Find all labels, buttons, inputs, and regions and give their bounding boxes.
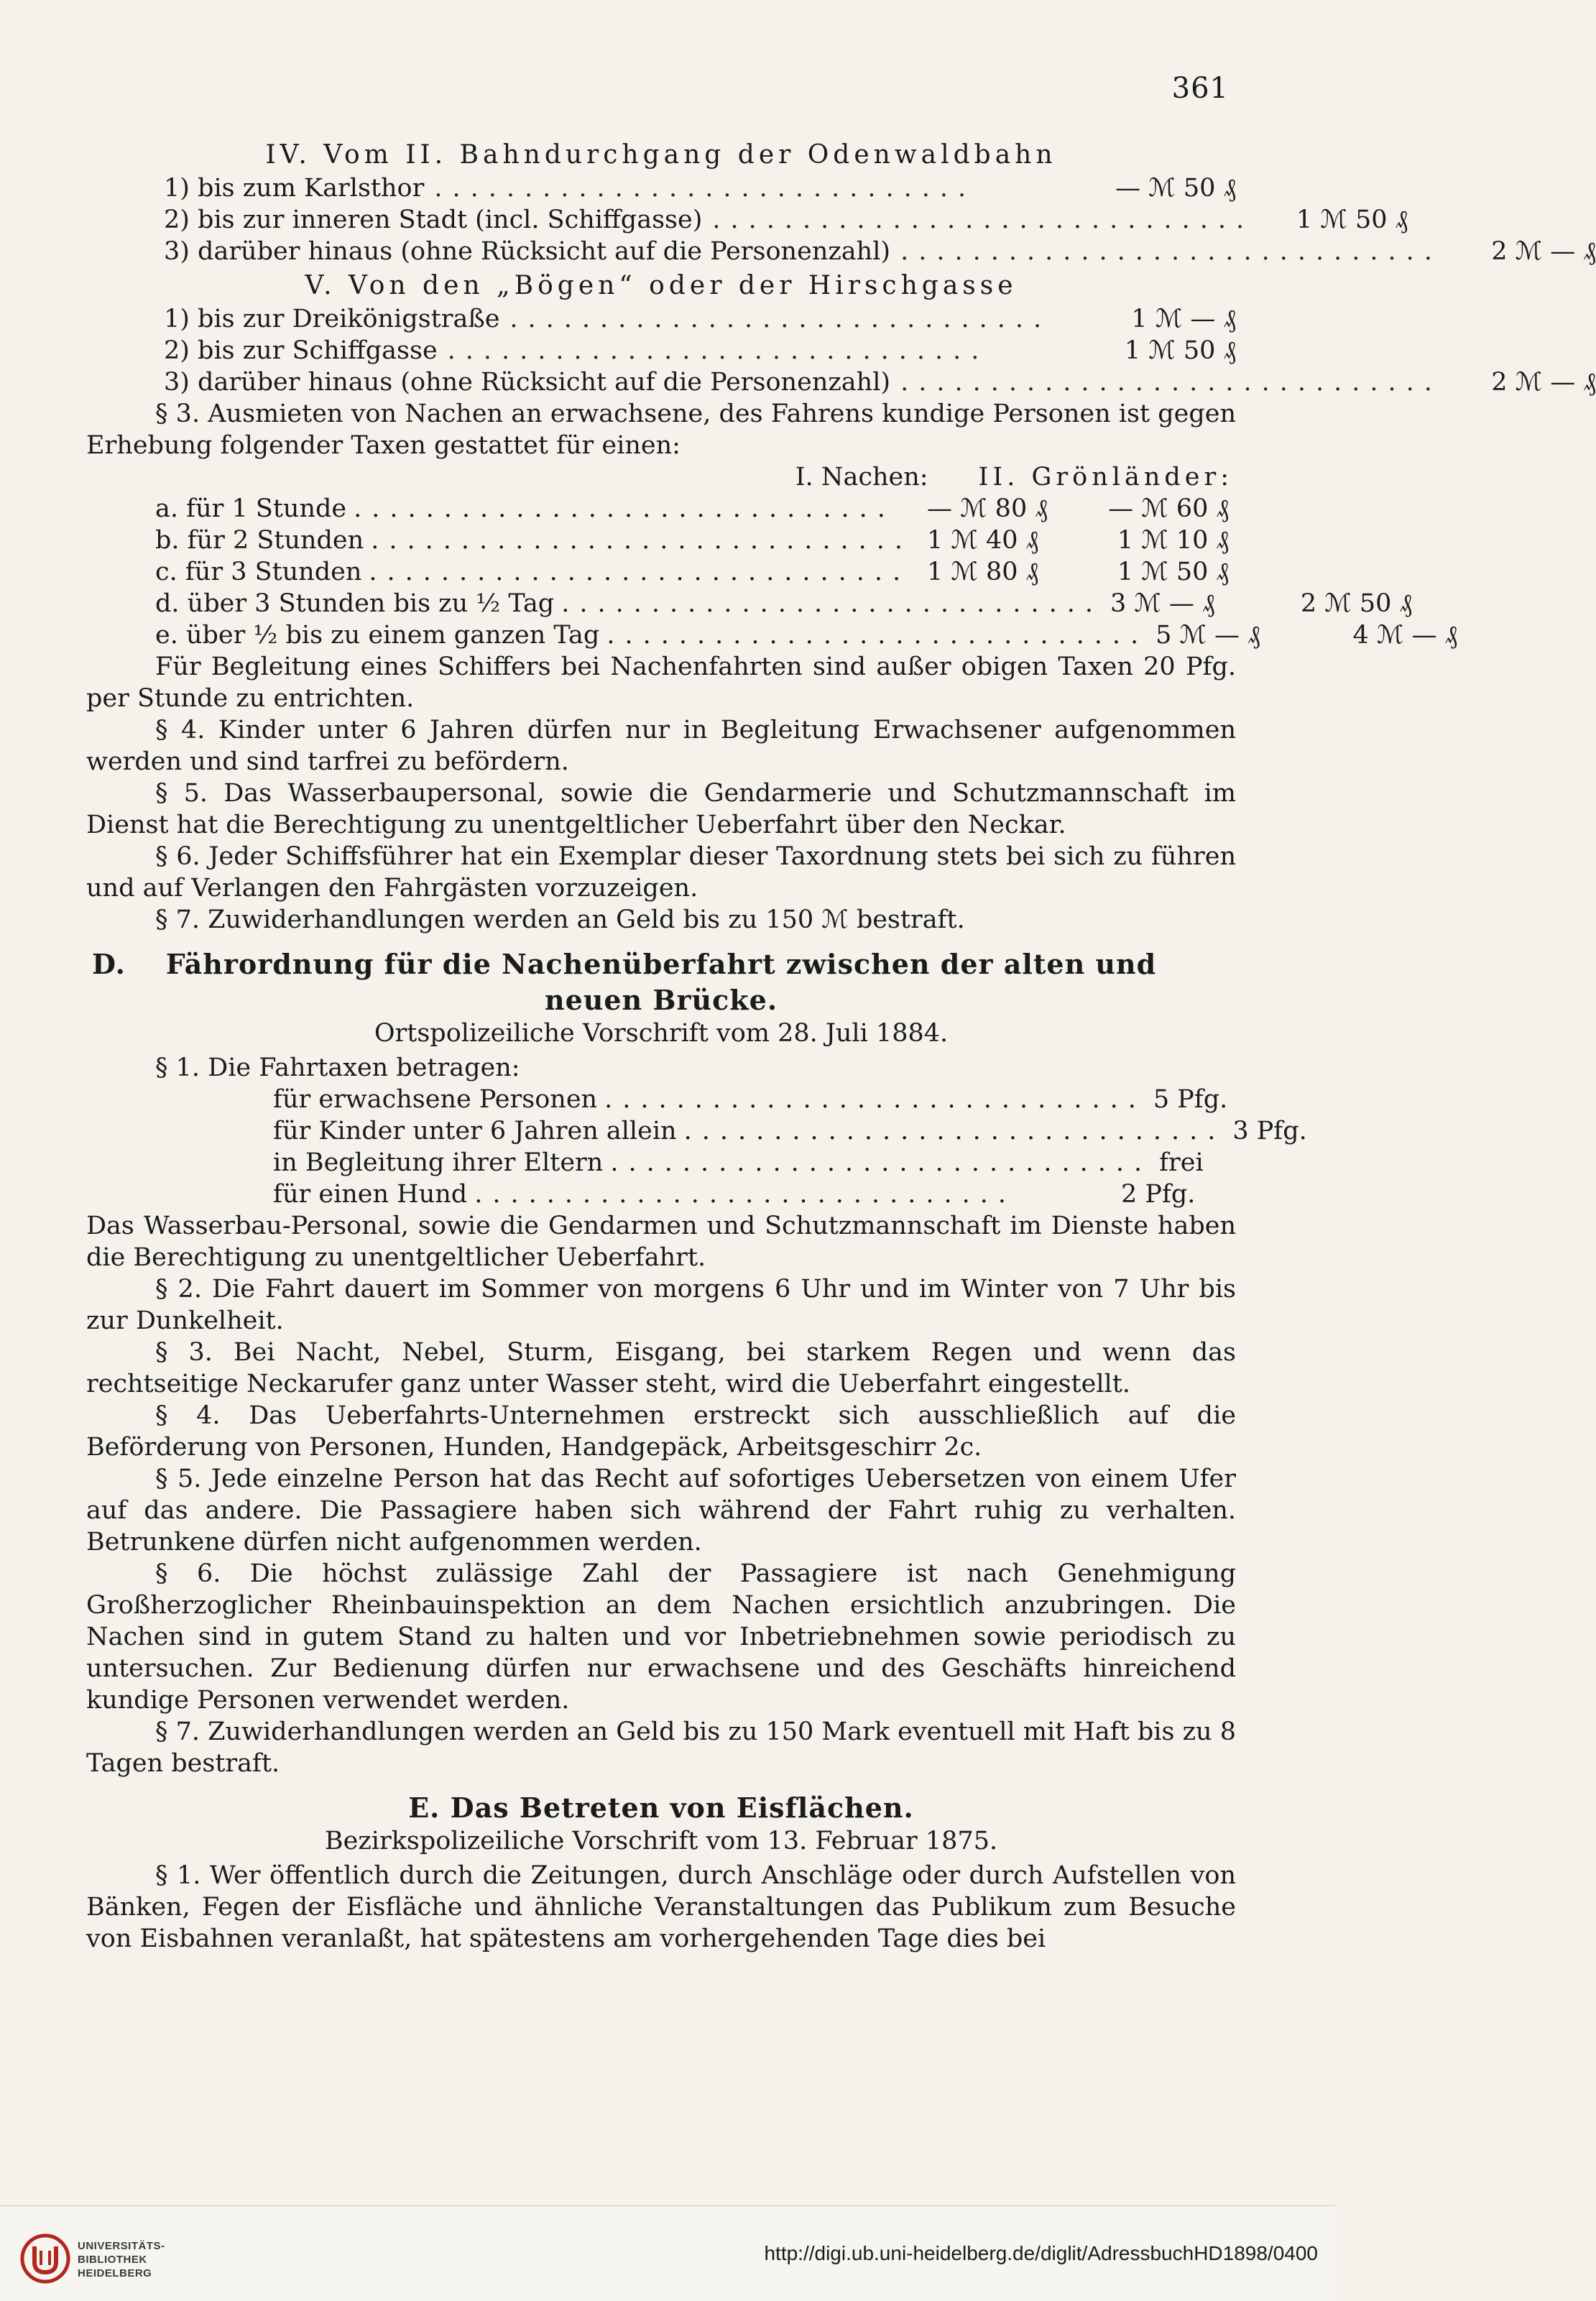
leader-dots: .............................. xyxy=(509,305,1052,333)
leader-dots: .............................. xyxy=(434,174,977,203)
rent-row xyxy=(86,525,1236,556)
section-d-p3: § 3. Bei Nacht, Nebel, Sturm, Eisgang, bei starkem Regen und wenn das rechtseitige Neckarufer ganz unter Wasser steht, wird die Ueberfahrt eingestellt. xyxy=(86,1338,1236,1398)
rent-nachen: 1 ℳ 40 ₰ xyxy=(927,526,1039,555)
rent-nachen: 5 ℳ — ₰ xyxy=(1156,621,1260,650)
rent-groenlaender: 4 ℳ — ₰ xyxy=(1352,621,1458,650)
fare-label: für einen Hund xyxy=(273,1180,468,1209)
rent-label: a. für 1 Stunde xyxy=(155,494,347,523)
page-content xyxy=(86,137,1596,1955)
section-e-p1: § 1. Wer öffentlich durch die Zeitungen, durch Anschläge oder durch Aufstellen von Bänken, Fegen der Eisfläche und ähnliche Veranstaltungen das Publikum zum Besuche von Eisbahnen veranlaßt, hat spätestens am vorhergehenden Tage dies bei xyxy=(86,1861,1236,1953)
tariff-value: 2 ℳ — ₰ xyxy=(1491,237,1596,266)
tariff-value: 1 ℳ 50 ₰ xyxy=(1124,336,1236,365)
paragraph-7: § 7. Zuwiderhandlungen werden an Geld bis zu 150 ℳ bestraft. xyxy=(155,905,965,934)
rent-label: e. über ½ bis zu einem ganzen Tag xyxy=(155,621,600,650)
col-groenlaender: II. Grönländer: xyxy=(978,463,1233,492)
section-e-title: E. Das Betreten von Eisflächen. xyxy=(408,1792,914,1824)
permalink-url[interactable]: http://digi.ub.uni-heidelberg.de/diglit/AdressbuchHD1898/0400 xyxy=(764,2242,1318,2264)
leader-dots: .............................. xyxy=(610,1148,1153,1177)
section-d-letter: D. xyxy=(92,948,126,980)
rent-groenlaender: 1 ℳ 10 ₰ xyxy=(1117,526,1229,555)
leader-dots: .............................. xyxy=(604,1085,1146,1114)
section-d-subtitle: Ortspolizeiliche Vorschrift vom 28. Juli 1884. xyxy=(374,1019,949,1048)
tariff-row xyxy=(86,366,1596,398)
library-name-line1: UNIVERSITÄTS- xyxy=(78,2240,165,2252)
rent-row xyxy=(86,588,1412,619)
fare-value: 5 Pfg. xyxy=(1153,1085,1228,1114)
rent-nachen: — ℳ 80 ₰ xyxy=(927,494,1048,523)
library-name xyxy=(78,2239,165,2280)
tariff-value: 2 ℳ — ₰ xyxy=(1491,368,1596,397)
paragraph-3: § 3. Ausmieten von Nachen an erwachsene, des Fahrens kundige Personen ist gegen Erhebung folgender Taxen gestattet für einen: xyxy=(86,400,1236,460)
tariff-label: 2) bis zur inneren Stadt (incl. Schiffgasse) xyxy=(164,206,703,234)
tariff-value: 1 ℳ 50 ₰ xyxy=(1296,206,1408,234)
paragraph-6: § 6. Jeder Schiffsführer hat ein Exemplar dieser Taxordnung stets bei sich zu führen und auf Verlangen den Fahrgästen vorzuzeigen. xyxy=(86,842,1236,903)
fare-label: in Begleitung ihrer Eltern xyxy=(273,1148,604,1177)
section-d-title-line2: neuen Brücke. xyxy=(544,984,778,1016)
leader-dots: .............................. xyxy=(561,589,1103,618)
section-d-p5: § 5. Jede einzelne Person hat das Recht auf sofortiges Uebersetzen von einem Ufer auf das andere. Die Passagiere haben sich während der Fahrt ruhig zu verhalten. Betrunkene dürfen nicht aufgenommen werden. xyxy=(86,1465,1236,1557)
tariff-row xyxy=(86,335,1236,366)
paragraph-5: § 5. Das Wasserbaupersonal, sowie die Gendarmerie und Schutzmannschaft im Dienst hat die Berechtigung zu unentgeltlicher Ueberfahrt über den Neckar. xyxy=(86,779,1236,839)
viewer-footer xyxy=(0,2205,1335,2301)
rent-label: b. für 2 Stunden xyxy=(155,526,364,555)
tariff-value: — ℳ 50 ₰ xyxy=(1115,174,1236,203)
tariff-label: 3) darüber hinaus (ohne Rücksicht auf die Personenzahl) xyxy=(164,237,891,266)
section-d-p6: § 6. Die höchst zulässige Zahl der Passagiere ist nach Genehmigung Großherzoglicher Rheinbauinspektion an dem Nachen ersichtlich anzubringen. Die Nachen sind in gutem Stand zu halten und vor Inbetriebnehmen sowie periodisch zu untersuchen. Zur Bedienung dürfen nur erwachsene und des Geschäfts hinreichend kundige Personen verwendet werden. xyxy=(86,1559,1236,1715)
rent-label: d. über 3 Stunden bis zu ½ Tag xyxy=(155,589,555,618)
leader-dots: .............................. xyxy=(474,1180,1016,1209)
fare-row xyxy=(273,1115,1307,1147)
fare-row xyxy=(273,1179,1214,1210)
library-name-line2: BIBLIOTHEK xyxy=(78,2254,147,2266)
section-d-p1-after: Das Wasserbau-Personal, sowie die Gendarmen und Schutzmannschaft im Dienste haben die Berechtigung zu unentgeltlicher Ueberfahrt. xyxy=(86,1212,1236,1272)
col-nachen: I. Nachen: xyxy=(795,463,928,492)
library-name-line3: HEIDELBERG xyxy=(78,2267,152,2279)
section-v-title: V. Von den „Bögen“ oder der Hirschgasse xyxy=(305,271,1018,300)
leader-dots: .............................. xyxy=(447,336,990,365)
fare-label: für erwachsene Personen xyxy=(273,1085,598,1114)
leader-dots: .............................. xyxy=(371,526,913,555)
section-e-subtitle: Bezirkspolizeiliche Vorschrift vom 13. Februar 1875. xyxy=(324,1827,998,1855)
leader-dots: .............................. xyxy=(712,206,1255,234)
fare-label: für Kinder unter 6 Jahren allein xyxy=(273,1117,677,1145)
section-d xyxy=(86,948,1307,1779)
fare-row xyxy=(273,1147,1214,1179)
rent-row xyxy=(86,493,1236,525)
section-d-p7: § 7. Zuwiderhandlungen werden an Geld bis zu 150 Mark eventuell mit Haft bis zu 8 Tagen bestraft. xyxy=(86,1717,1236,1778)
rent-row xyxy=(86,619,1458,651)
paragraph-4: § 4. Kinder unter 6 Jahren dürfen nur in Begleitung Erwachsener aufgenommen werden und sind tarfrei zu befördern. xyxy=(86,716,1236,776)
tariff-value: 1 ℳ — ₰ xyxy=(1131,305,1236,333)
tariff-row xyxy=(86,172,1236,204)
section-d-heading xyxy=(86,949,1236,980)
fare-row xyxy=(273,1084,1228,1115)
fare-value: 3 Pfg. xyxy=(1232,1117,1307,1145)
rent-nachen: 1 ℳ 80 ₰ xyxy=(927,558,1039,586)
rent-label: c. für 3 Stunden xyxy=(155,558,362,586)
rent-groenlaender: 2 ℳ 50 ₰ xyxy=(1300,589,1412,618)
section-d-title-line1: Fährordnung für die Nachenüberfahrt zwischen der alten und xyxy=(165,948,1157,980)
leader-dots: .............................. xyxy=(369,558,911,586)
page-number: 361 xyxy=(1171,72,1229,105)
leader-dots: .............................. xyxy=(683,1117,1226,1145)
tariff-row xyxy=(86,204,1408,236)
leader-dots: .............................. xyxy=(354,494,895,523)
tariff-label: 2) bis zur Schiffgasse xyxy=(164,336,438,365)
paragraph-boatman: Für Begleitung eines Schiffers bei Nachenfahrten sind außer obigen Taxen 20 Pfg. per Stunde zu entrichten. xyxy=(86,653,1236,713)
section-e xyxy=(86,1792,1236,1955)
fare-value: 2 Pfg. xyxy=(1121,1180,1196,1209)
tariff-label: 3) darüber hinaus (ohne Rücksicht auf die Personenzahl) xyxy=(164,368,891,397)
fare-value: frei xyxy=(1159,1148,1204,1177)
section-iv-title: IV. Vom II. Bahndurchgang der Odenwaldbahn xyxy=(265,140,1057,170)
section-d-p1-intro: § 1. Die Fahrtaxen betragen: xyxy=(155,1053,520,1082)
leader-dots: .............................. xyxy=(900,237,1442,266)
rent-nachen: 3 ℳ — ₰ xyxy=(1110,589,1215,618)
leader-dots: .............................. xyxy=(606,621,1149,650)
section-d-p4: § 4. Das Ueberfahrts-Unternehmen erstreckt sich ausschließlich auf die Beförderung von Personen, Hunden, Handgepäck, Arbeitsgeschirr 2c. xyxy=(86,1401,1236,1462)
leader-dots: .............................. xyxy=(900,368,1442,397)
rent-table-header xyxy=(86,461,1236,493)
tariff-label: 1) bis zum Karlsthor xyxy=(164,174,425,203)
university-logo-icon xyxy=(20,2233,70,2284)
tariff-row xyxy=(86,236,1596,267)
rent-groenlaender: 1 ℳ 50 ₰ xyxy=(1117,558,1229,586)
rent-groenlaender: — ℳ 60 ₰ xyxy=(1108,494,1229,523)
rent-row xyxy=(86,556,1236,588)
section-d-p2: § 2. Die Fahrt dauert im Sommer von morgens 6 Uhr und im Winter von 7 Uhr bis zur Dunkelheit. xyxy=(86,1275,1236,1335)
tariff-label: 1) bis zur Dreikönigstraße xyxy=(164,305,500,333)
tariff-row xyxy=(86,303,1236,335)
